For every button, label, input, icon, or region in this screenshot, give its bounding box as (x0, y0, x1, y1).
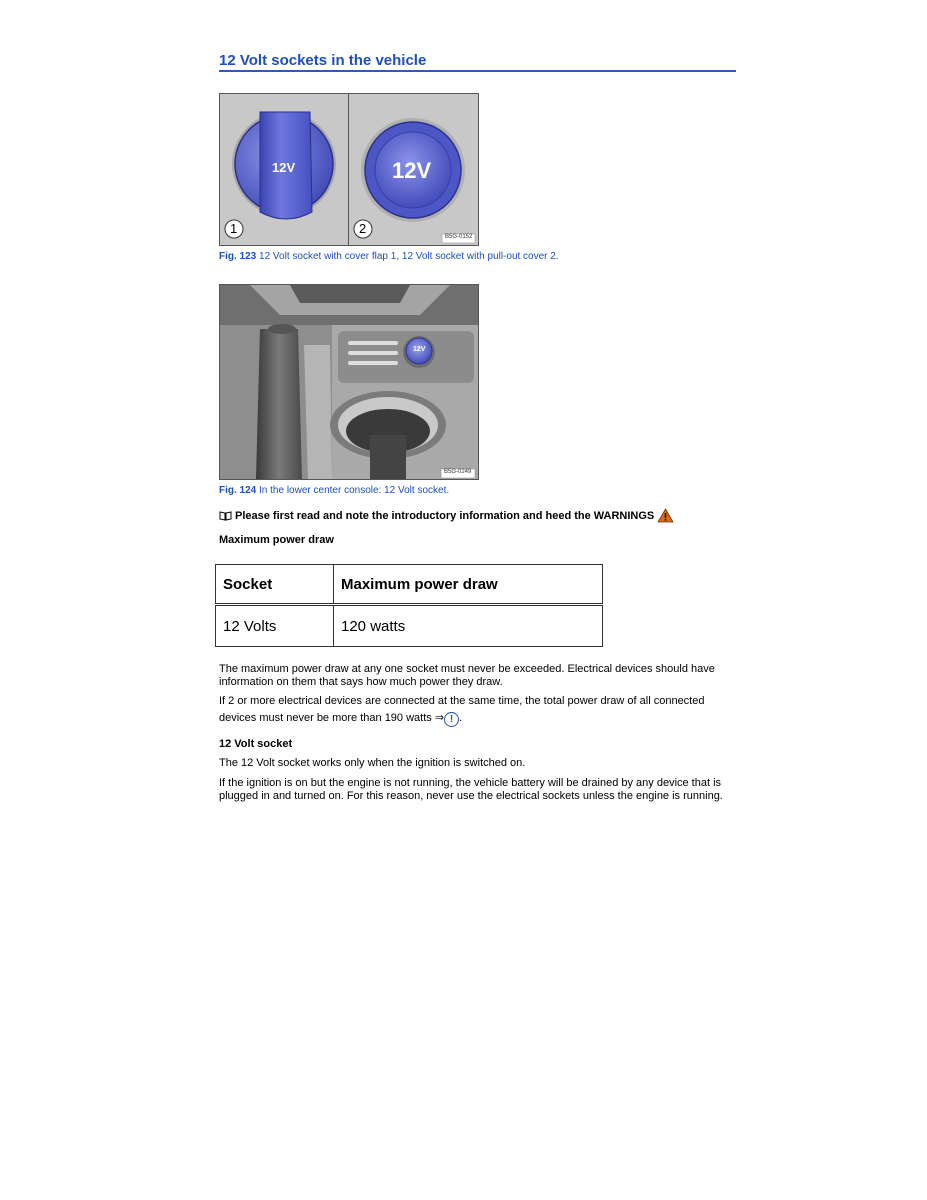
paragraph-max-power: The maximum power draw at any one socket must never be exceeded. Electrical devices should have information on them that says how much power they draw. (219, 663, 715, 688)
figure-code: B5G-0249 (444, 469, 472, 475)
column-header-socket: Socket (216, 565, 334, 605)
label-12v-console: 12V (413, 346, 426, 353)
figure-123-image (219, 93, 479, 246)
table-header-row (216, 565, 603, 605)
figure-124-image (219, 284, 479, 480)
column-header-max-power: Maximum power draw (334, 565, 603, 605)
figure-code: B5G-0152 (445, 234, 473, 240)
paragraph-ignition: The 12 Volt socket works only when the ignition is switched on. (219, 757, 526, 769)
caution-icon[interactable]: ! (444, 712, 459, 727)
warning-triangle-icon (657, 508, 674, 523)
page-title: 12 Volt sockets in the vehicle (219, 52, 427, 69)
paragraph-battery: If the ignition is on but the engine is not running, the vehicle battery will be drained by any device that is plugged in and turned on. For this reason, never use the electrical sockets unless the engine is running. (219, 777, 723, 802)
cell-max-power: 120 watts (334, 605, 603, 647)
max-power-table (215, 564, 603, 647)
book-icon (219, 511, 232, 521)
figure-123-caption (219, 251, 559, 262)
paragraph-end: . (459, 712, 463, 724)
paragraph-line (219, 712, 739, 727)
marker-2: 2 (359, 221, 367, 236)
table-row (216, 605, 603, 647)
max-power-heading: Maximum power draw (219, 534, 334, 546)
cell-socket: 12 Volts (216, 605, 334, 647)
paragraph-line: If 2 or more electrical devices are connected at the same time, the total power draw of all connected (219, 695, 705, 707)
caption-number: Fig. 124 (219, 485, 257, 496)
paragraph-text: devices must never be more than 190 watts ⇒ (219, 712, 445, 724)
figure-124-caption (219, 485, 449, 496)
marker-1: 1 (230, 221, 238, 236)
label-12v-left: 12V (272, 160, 296, 175)
caption-text: In the lower center console: 12 Volt socket. (256, 485, 450, 496)
intro-note (219, 508, 674, 523)
note-text: Please first read and note the introductory information and heed the WARNINGS (235, 509, 655, 522)
socket-heading: 12 Volt socket (219, 738, 293, 750)
label-12v-right: 12V (392, 158, 432, 183)
caption-number: Fig. 123 (219, 251, 257, 262)
paragraph-total-power (219, 695, 739, 727)
title-underline (219, 70, 736, 72)
caption-text: 12 Volt socket with cover flap 1, 12 Volt socket with pull-out cover 2. (256, 251, 559, 262)
